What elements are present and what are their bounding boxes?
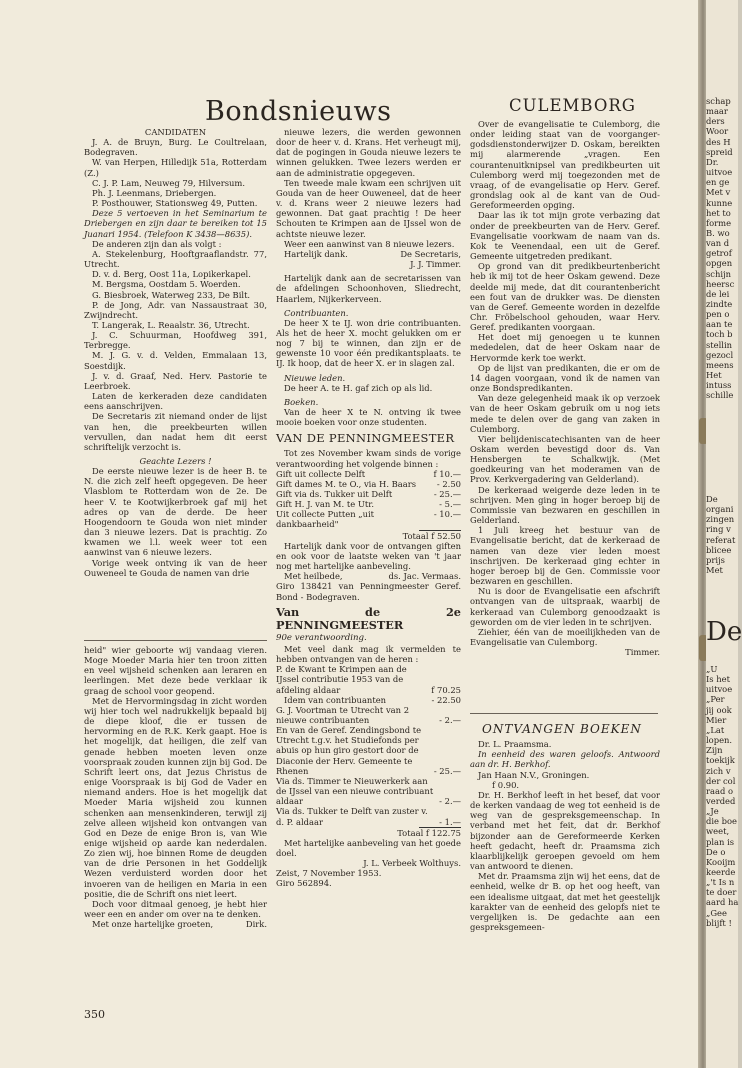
next-page-fragment: Het — [706, 370, 722, 381]
page-number: 350 — [84, 1008, 105, 1021]
next-page-fragment: De o — [706, 846, 726, 857]
next-page-fragment: B. wo — [706, 227, 730, 238]
contribuanten-heading: Contribuanten. — [284, 307, 349, 318]
paragraph: Op de lijst van predikanten, die er om de 14 dagen voorgaan, vond ik de namen van onze Bondspredikanten. — [470, 362, 660, 394]
paragraph: 1 Juli kreeg het bestuur van de Evangelisatie bericht, dat de kerkeraad de namen van deze vier leden moest inschrijven. De kerkeraad ging echter in hoger beroep bij de Gen. Commissie voor bezwaren en geschillen. — [470, 525, 660, 587]
next-page-fragment: „'t Is n — [706, 877, 735, 888]
lezers-heading: Geachte Lezers ! — [139, 456, 212, 466]
next-page-fragment: plan is — [706, 836, 735, 847]
next-page-fragment: kunne — [706, 197, 733, 208]
next-page-fragment: schijn — [706, 268, 732, 279]
next-page-fragment: Woor — [706, 126, 729, 137]
payment-row: En van de Geref. Zendingsbond te Utrecht t.g.v. het Studiefonds per abuis op hun giro gestort door de Diaconie der Herv. Gemeente te Rhenen - 25.— — [276, 725, 461, 776]
candidate-entry: M. J. G. v. d. Velden, Emmalaan 13, Soestdijk. — [84, 350, 267, 371]
payment-row: Via ds. Tukker te Delft van zuster v. d. P. aldaar - 1.— — [276, 806, 461, 827]
next-page-fragment: blicee — [706, 544, 732, 555]
payment-row: Via ds. Timmer te Nieuwerkerk aan de IJssel van een nieuwe contribuant aldaar - 2.— — [276, 775, 461, 807]
culemborg-column — [470, 119, 660, 695]
next-page-fragment: heersc — [706, 278, 735, 289]
totaal-1: Totaal f 52.50 — [402, 530, 461, 541]
next-page-edge — [706, 0, 742, 1068]
candidate-entry: G. Biesbroek, Waterweg 233, De Bilt. — [92, 289, 251, 300]
candidate-entry: T. Langerak, L. Reaalstr. 36, Utrecht. — [92, 319, 250, 330]
totaal-2: Totaal f 122.75 — [397, 827, 461, 838]
candidate-entry: W. van Herpen, Hilledijk 51a, Rotterdam (Z.) — [84, 157, 267, 178]
page-title: Bondsnieuws — [205, 96, 392, 127]
candidate-entry: J. v. d. Graaf, Ned. Herv. Pastorie te Leerbroek. — [84, 370, 267, 391]
next-page-fragment: organi — [706, 504, 734, 515]
next-page-fragment: schille — [706, 390, 734, 401]
paragraph: Van de heer X te N. ontving ik twee mooie boeken voor onze studenten. — [276, 407, 461, 428]
next-page-fragment: De — [706, 494, 718, 504]
candidate-entry: C. J. P. Lam, Neuweg 79, Hilversum. — [92, 177, 245, 188]
next-page-fragment: toekijk — [706, 755, 735, 766]
paragraph: De heer A. te H. gaf zich op als lid. — [284, 382, 433, 393]
next-page-fragment: maar — [706, 106, 728, 117]
book-author: Dr. L. Praamsma. — [478, 739, 552, 750]
paragraph: nieuwe lezers, die werden gewonnen door de heer v. d. Krans. Het verheugt mij, dat de pogingen in Gouda nieuwe lezers te winnen gelukken. Twee lezers werden er aan de administratie opgegeven. — [276, 127, 461, 178]
boeken-heading: Boeken. — [284, 396, 319, 407]
next-page-fragment: Met v — [706, 187, 731, 198]
candidaten-heading: CANDIDATEN — [144, 127, 207, 137]
book-publisher: Jan Haan N.V., Groningen. — [478, 769, 590, 780]
next-page-fragment: „Lat — [706, 724, 725, 735]
candidate-entry: A. Stekelenburg, Hooftgraaflandstr. 77, Utrecht. — [84, 248, 267, 270]
next-page-fragment: meens — [706, 359, 734, 370]
next-page-fragment: der col — [706, 775, 736, 786]
boeken-column — [470, 722, 660, 1010]
next-page-fragment: prijs — [706, 554, 725, 565]
next-page-fragment: „U — [706, 664, 718, 674]
next-page-fragment: verded — [706, 795, 736, 806]
candidate-entry: J. A. de Bruyn, Burg. Le Coultrelaan, Bodegraven. — [84, 137, 267, 158]
next-page-fragment: „Gee — [706, 907, 727, 918]
next-page-fragment: spreid — [706, 146, 733, 157]
next-page-fragment: Kooijm — [706, 856, 736, 867]
gift-row: Gift H. J. van M. te Utr. - 5.— — [276, 499, 461, 510]
next-page-fragment: ring v — [706, 524, 731, 535]
paragraph: Weer een aanwinst van 8 nieuwe lezers. — [284, 238, 455, 249]
next-page-fragment: Dr. — [706, 156, 719, 167]
next-page-fragment: weet, — [706, 826, 730, 837]
paragraph: Tot zes November kwam sinds de vorige verantwoording het volgende binnen : — [276, 448, 461, 469]
next-page-fragment: „Je — [706, 806, 719, 817]
next-page-fragment: opgen — [706, 258, 733, 269]
nieuwe-leden-heading: Nieuwe leden. — [284, 372, 346, 383]
paragraph: Vier belijdeniscatechisanten van de heer Oskam werden bevestigd door ds. Van Hensbergen te Schalkwijk. (Met goedkeuring van het moderamen van de Prov. Kerkvergadering van Gelderland). — [470, 433, 660, 485]
next-page-fragment: pen o — [706, 309, 730, 320]
paragraph: Doch voor ditmaal genoeg, je hebt hier weer een en ander om over na te denken. — [84, 898, 267, 920]
paragraph: Hartelijk dank aan de secretarissen van de afdelingen Schoonhoven, Sliedrecht, Haarlem, Nijkerkerveen. — [276, 273, 461, 304]
paragraph: Over de evangelisatie te Culemborg, die onder leiding staat van de voorganger-godsdienstonderwijzer D. Oskam, bereikten mij alarmerende „vragen. Een courantenuitknipsel van predikbeurten uit Culemborg werd mij toegezonden met de vraag, of de evangelisatie op Herv. Geref. grondslag ook al de kant van de Oud-Gereformeerden opging. — [470, 119, 660, 211]
gift-row: Uit collecte Putten „uit dankbaarheid" - 10.— — [276, 509, 461, 530]
next-page-fragment: toch b — [706, 329, 733, 340]
culemborg-heading: CULEMBORG — [509, 96, 636, 115]
next-page-fragment: raad o — [706, 785, 734, 796]
paragraph: De kerkeraad weigerde deze leden in te schrijven. Men ging in hoger beroep bij de Commissie van bezwaren en geschillen in Gelderland. — [470, 484, 660, 526]
gift-row: Gift dames M. te O., via H. Baars - 2.50 — [276, 478, 461, 489]
paragraph: Nu is door de Evangelisatie een afschrift ontvangen van de uitspraak, waarbij de kerkeraad van Culemborg genoodzaakt is geworden om de vier leden in te schrijven. — [470, 586, 660, 627]
paragraph: Het doet mij genoegen u te kunnen mededelen, dat de heer Oskam naar de Hervormde kerk toe werkt. — [470, 332, 660, 363]
letter-closing: Met onze hartelijke groeten, Dirk. — [92, 919, 267, 930]
gift-row: Gift uit collecte Delft f 10.— — [276, 468, 461, 479]
next-page-fragment: gezocl — [706, 349, 734, 360]
paragraph: Ziehier, één van de moeilijkheden van de Evangelisatie van Culemborg. — [470, 626, 660, 647]
section-divider — [470, 713, 658, 714]
candidate-entry: Laten de kerkeraden deze candidaten eens aanschrijven. — [84, 391, 267, 412]
payment-row: G. J. Voortman te Utrecht van 2 nieuwe contribuanten - 2.— — [276, 704, 461, 725]
paragraph: Met hartelijke aanbeveling van het goede doel. — [276, 837, 461, 858]
next-page-fragment: Zijn — [706, 745, 723, 756]
paragraph: Hartelijk dank voor de ontvangen giften en ook voor de laatste weken van 't jaar nog met hartelijke aanbeveling. — [276, 540, 461, 572]
middle-column — [276, 127, 461, 935]
next-page-fragment: te doer — [706, 887, 737, 898]
next-page-fragment: schap — [706, 96, 731, 106]
next-page-fragment: van d — [706, 238, 730, 249]
book-title: In eenheid des waren geloofs. Antwoord aan dr. H. Berkhof. — [470, 749, 660, 770]
section-divider — [84, 640, 267, 641]
paragraph: Ten tweede male kwam een schrijven uit Gouda van de heer Ouweneel, dat de heer v. d. Krans weer 2 nieuwe lezers had gewonnen. Dat gaat prachtig ! De heer Schouten te Krimpen aan de IJssel won de achtste nieuwe lezer. — [276, 177, 461, 239]
next-page-fragment: Mier — [706, 714, 727, 725]
next-page-fragment: keerde — [706, 867, 736, 877]
candidate-entry: D. v. d. Berg, Oost 11a, Lopikerkapel. — [92, 269, 251, 280]
lezers-paragraph: Vorige week ontving ik van de heer Ouweneel te Gouda de namen van drie — [84, 557, 267, 578]
penningmeester-2-heading: Van de 2e PENNINGMEESTER — [276, 604, 461, 632]
next-page-fragment: zich v — [706, 765, 731, 776]
giro-line: Giro 562894. — [276, 878, 332, 889]
paragraph: De heer X te IJ. won drie contribuanten. Als het de heer X. mocht gelukken om er nog 7 bij te winnen, dan zijn er de gewenste 10 voor één predikantsplaats. te IJ. Ik hoop, dat de heer X. er in slagen zal. — [276, 317, 461, 369]
paragraph: Op grond van dit predikbeurtenbericht heb ik mij tot de heer Oskam gewend. Deze deelde mij mede, dat dit courantenbericht een fout van de drukker was. De diensten van de Geref. Gemeente worden in dezelfde Chr. Fröbelschool gehouden, waar Herv. Geref. predikanten voorgaan. — [470, 261, 660, 333]
signoff-name: J. L. Verbeek Wolthuys. — [363, 858, 461, 869]
paragraph: Met veel dank mag ik vermelden te hebben ontvangen van de heren : — [276, 643, 461, 665]
next-page-fragment: Is het — [706, 674, 730, 685]
next-page-fragment: die boe — [706, 816, 738, 827]
candidate-entry: P. de Jong, Adr. van Nassaustraat 30, Zwijndrecht. — [84, 299, 267, 320]
next-page-fragment: Met — [706, 565, 723, 576]
next-page-fragment: lopen. — [706, 735, 733, 746]
paragraph: Van deze gelegenheid maak ik op verzoek van de heer Oskam gebruik om u nog iets mede te delen over de gang van zaken in Culemborg. — [470, 393, 660, 434]
secretaris-signoff — [276, 249, 461, 259]
next-page-fragment: forme — [706, 217, 732, 228]
next-page-fragment: uitvoe — [706, 167, 733, 178]
giro-line: Giro 138421 van Penningmeester Geref. Bond - Bodegraven. — [276, 581, 461, 602]
candidate-entry: De Secretaris zit niemand onder de lijst van hen, die preekbeurten willen vervullen, dan nadat hem dit eerst schriftelijk verzocht is. — [84, 411, 267, 452]
signoff-left: Hartelijk dank. — [284, 248, 348, 259]
payment-row: Idem van contribuanten - 22.50 — [284, 694, 461, 705]
next-page-fragment: ders — [706, 116, 725, 127]
ontvangen-boeken-heading: ONTVANGEN BOEKEN — [482, 722, 642, 736]
next-page-fragment: het to — [706, 207, 731, 218]
verantwoording-subheading: 90e verantwoording. — [276, 632, 367, 643]
seminarium-note: Deze 5 vertoeven in het Seminarium te Driebergen en zijn daar te bereiken tot 15 Juanari 1954. (Telefoon K 3438—8635). — [84, 208, 267, 239]
next-page-fragment: zingen — [706, 514, 735, 525]
next-page-fragment: stellin — [706, 339, 733, 350]
next-page-fragment: aan te — [706, 319, 733, 330]
date-line: Zeist, 7 November 1953. — [276, 868, 382, 879]
paragraph: Dr. H. Berkhof leeft in het besef, dat voor de kerken vandaag de weg tot eenheid is de weg van de gespreksgemeenschap. In verband met het feit, dat dr. Berkhof bijzonder aan de Gereformeerde Kerken heeft gedacht, heeft dr. Praamsma zich klaarblijkelijk geroepen gevoeld om hem van antwoord te dienen. — [470, 789, 660, 872]
penningmeester-heading: VAN DE PENNINGMEESTER — [276, 431, 455, 446]
book-price: f 0.90. — [492, 779, 520, 790]
paragraph: Daar las ik tot mijn grote verbazing dat onder de preekbeurten van de Herv. Geref. Evangelisatie voorkwam de naam van ds. Kok te Veenendaal, een uit de Geref. Gemeente uitgetreden predikant. — [470, 210, 660, 262]
signoff-name: Timmer. — [625, 647, 660, 658]
paragraph: Met dr. Praamsma zijn wij het eens, dat de eenheid, welke dr B. op het oog heeft, van een idealisme uitgaat, dat met het geestelijk karakter van de eenheid des gelopfs niet te vergelijken is. De gedachte aan een gespreksgemeen- — [470, 871, 660, 932]
next-page-fragment: aard ha — [706, 897, 739, 908]
next-page-fragment: getrof — [706, 248, 732, 259]
signoff-name: J. J. Timmer. — [410, 259, 461, 270]
lezers-paragraph: De eerste nieuwe lezer is de heer B. te N. die zich zelf heeft opgegeven. De heer Vlasblom te Rotterdam won de 2e. De heer V. te Kootwijkerbroek gaf mij het adres op van de derde. De heer Hoogendoorn te Gouda won niet minder dan 3 nieuwe lezers. Dat is prachtig. Zo kwamen we l.l. week weer tot een aanwinst van 6 nieuwe lezers. — [84, 466, 267, 558]
candidate-entry: J. C. Schuurman, Hoofdweg 391, Terbregge. — [84, 330, 267, 351]
signoff-right: De Secretaris, — [400, 248, 461, 259]
next-page-fragment: en ge — [706, 177, 730, 188]
gift-row: Gift via ds. Tukker uit Delft - 25.— — [276, 489, 461, 499]
next-page-fragment: intuss — [706, 380, 732, 391]
paragraph: Met de Hervormingsdag in zicht worden wij hier toch wel nadrukkelijk bepaald bij de diepe kloof, die er tussen de hervorming en de R.K. Kerk gaapt. Hoe is het mogelijk, dat heiligen, die zelf van genade hebben moeten leven onze voorspraak zouden kunnen zijn bij God. De Schrift leert ons, dat Jezus Christus de enige Voorspraak is bij God de Vader en niemand anders. Hoe is het mogelijk dat Moeder Maria wijsheid zou kunnen schenken aan mensenkinderen, terwijl zij zelve alleen wijsheid kon ontvangen van God en Deze de enige Bron is, van Wie enige wijsheid op aarde kan nederdalen. Zo zien wij, hoe binnen Rome de deugden van de drie Personen in het Goddelijk Wezen verduisterd worden door het invoeren van de heiligen en Maria in een positie, die de Schrift ons niet leert. — [84, 695, 267, 899]
candidate-entry: M. Bergsma, Oostdam 5. Woerden. — [92, 279, 241, 290]
next-page-fragment: de lei — [706, 288, 730, 299]
next-page-fragment: blijft ! — [706, 917, 732, 928]
penningmeester-signoff: Met heilbede, ds. Jac. Vermaas. — [284, 571, 461, 582]
next-page-fragment: uitvoe — [706, 684, 733, 695]
payment-row: P. de Kwant te Krimpen aan de IJssel contributie 1953 van de afdeling aldaar f 70.25 — [276, 664, 461, 695]
next-page-fragment: „Per — [706, 694, 725, 705]
candidate-entry: P. Posthouwer, Stationsweg 49, Putten. — [92, 198, 258, 209]
next-page-fragment: jij ook — [706, 704, 732, 715]
candidate-entry: De anderen zijn dan als volgt : — [92, 238, 222, 249]
next-page-fragment: referat — [706, 534, 736, 545]
paragraph: heid" wier geboorte wij vandaag vieren. Moge Moeder Maria hier ten troon zitten en veel wijsheid schenken aan leraren en leerlingen. Met deze bede verklaar ik graag de school voor geopend. — [84, 645, 267, 696]
letter-column — [84, 645, 267, 1001]
next-page-heading: De — [706, 617, 742, 647]
next-page-fragment: zindte — [706, 299, 733, 309]
next-page-fragment: des H — [706, 136, 731, 147]
candidaten-column — [84, 127, 267, 635]
candidate-entry: Ph. J. Leenmans, Driebergen. — [92, 187, 217, 198]
